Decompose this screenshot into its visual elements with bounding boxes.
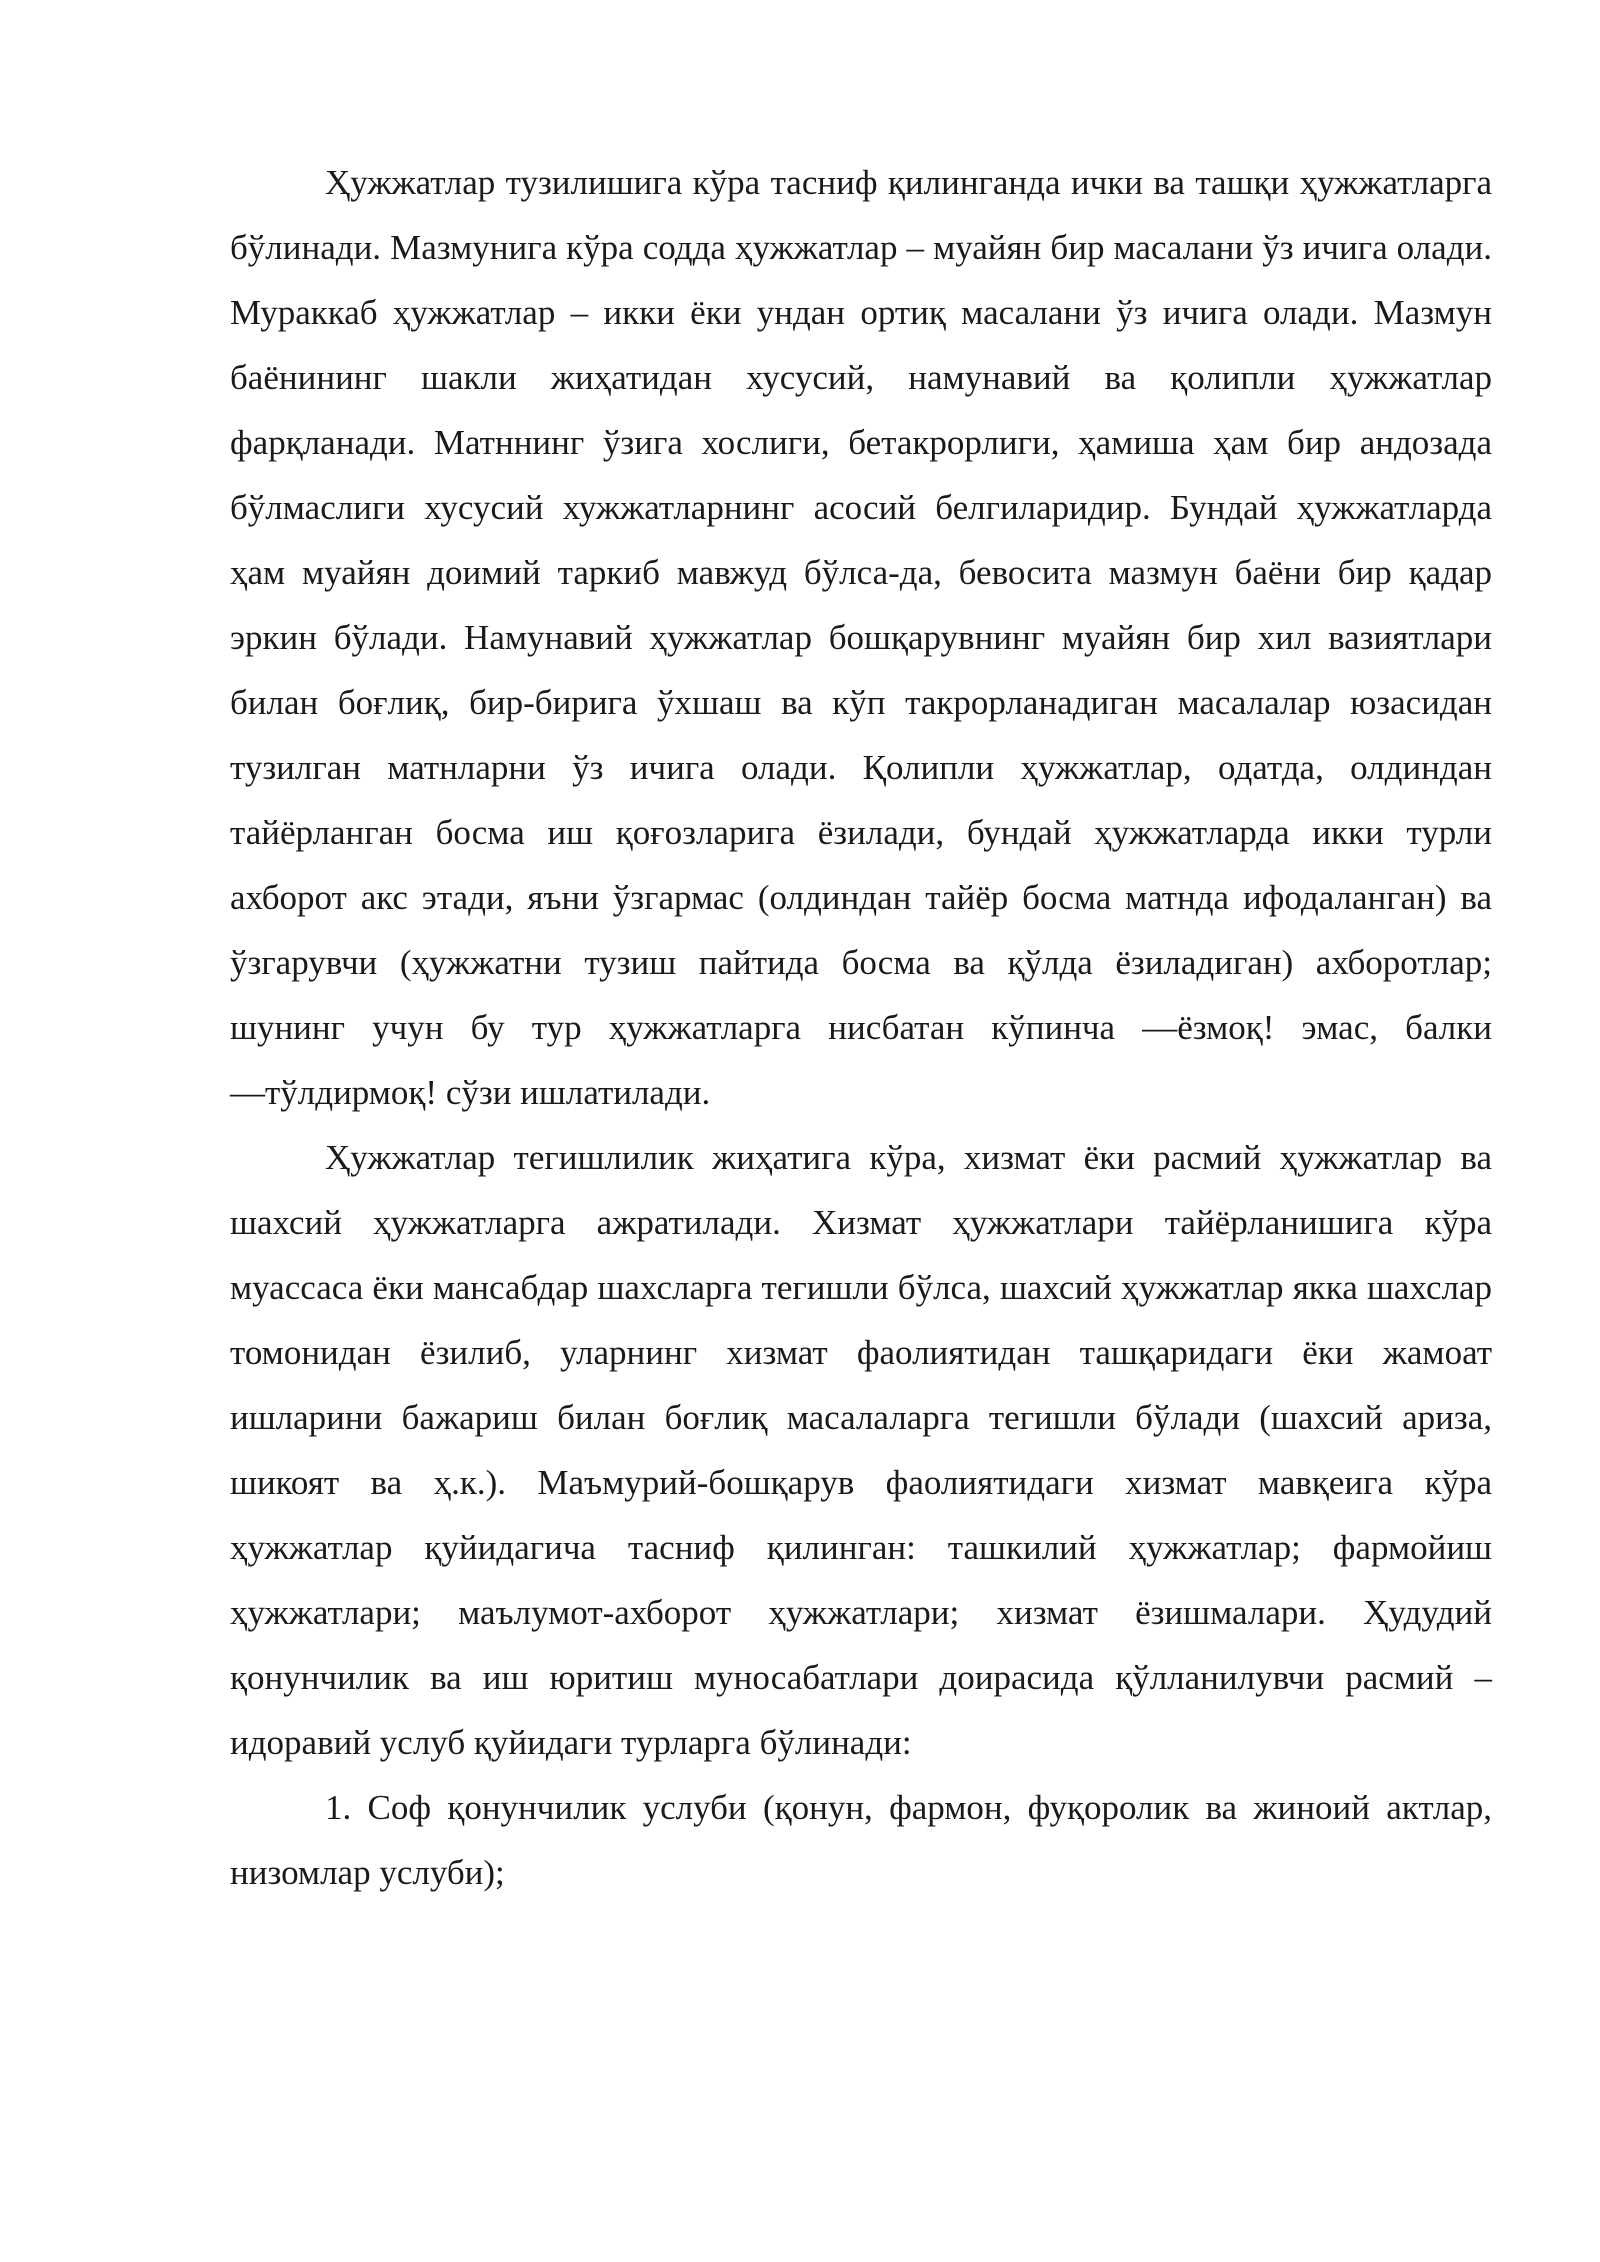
list-item-legislative-style: 1. Соф қонунчилик услуби (қонун, фармон, фуқоролик ва жиноий актлар, низомлар услуби);: [230, 1788, 1492, 1892]
body-text: [230, 150, 1492, 1905]
paragraph-classification-by-structure: Ҳужжатлар тузилишига кўра тасниф қилинганда ички ва ташқи ҳужжатларга бўлинади. Мазмунига кўра содда ҳужжатлар – муайян бир масалани ўз ичига олади. Мураккаб ҳужжатлар – икки ёки ундан ортиқ масалани ўз ичига олади. Мазмун баёнининг шакли жиҳатидан хусусий, намунавий ва қолипли ҳужжатлар фарқланади. Матннинг ўзига хослиги, бетакрорлиги, ҳамиша ҳам бир андозада бўлмаслиги хусусий хужжатларнинг асосий белгиларидир. Бундай ҳужжатларда ҳам муайян доимий таркиб мавжуд бўлса-да, бевосита мазмун баёни бир қадар эркин бўлади. Намунавий ҳужжатлар бошқарувнинг муайян бир хил вазиятлари билан боғлиқ, бир-бирига ўхшаш ва кўп такрорланадиган масалалар юзасидан тузилган матнларни ўз ичига олади. Қолипли ҳужжатлар, одатда, олдиндан тайёрланган босма иш қоғозларига ёзилади, бундай ҳужжатларда икки турли ахборот акс этади, яъни ўзгармас (олдиндан тайёр босма матнда ифодаланган) ва ўзгарувчи (ҳужжатни тузиш пайтида босма ва қўлда ёзиладиган) ахборотлар; шунинг учун бу тур ҳужжатларга нисбатан кўпинча ―ёзмоқ! эмас, балки ―тўлдирмоқ! сўзи ишлатилади.: [230, 163, 1492, 1112]
paragraph-classification-by-ownership: Ҳужжатлар тегишлилик жиҳатига кўра, хизмат ёки расмий ҳужжатлар ва шахсий ҳужжатларга ажратилади. Хизмат ҳужжатлари тайёрланишига кўра муассаса ёки мансабдар шахсларга тегишли бўлса, шахсий ҳужжатлар якка шахслар томонидан ёзилиб, уларнинг хизмат фаолиятидан ташқаридаги ёки жамоат ишларини бажариш билан боғлиқ масалаларга тегишли бўлади (шахсий ариза, шикоят ва ҳ.к.). Маъмурий-бошқарув фаолиятидаги хизмат мавқеига кўра ҳужжатлар қуйидагича тасниф қилинган: ташкилий ҳужжатлар; фармойиш ҳужжатлари; маълумот-ахборот ҳужжатлари; хизмат ёзишмалари. Ҳудудий қонунчилик ва иш юритиш муносабатлари доирасида қўлланилувчи расмий – идоравий услуб қуйидаги турларга бўлинади:: [230, 1138, 1492, 1762]
